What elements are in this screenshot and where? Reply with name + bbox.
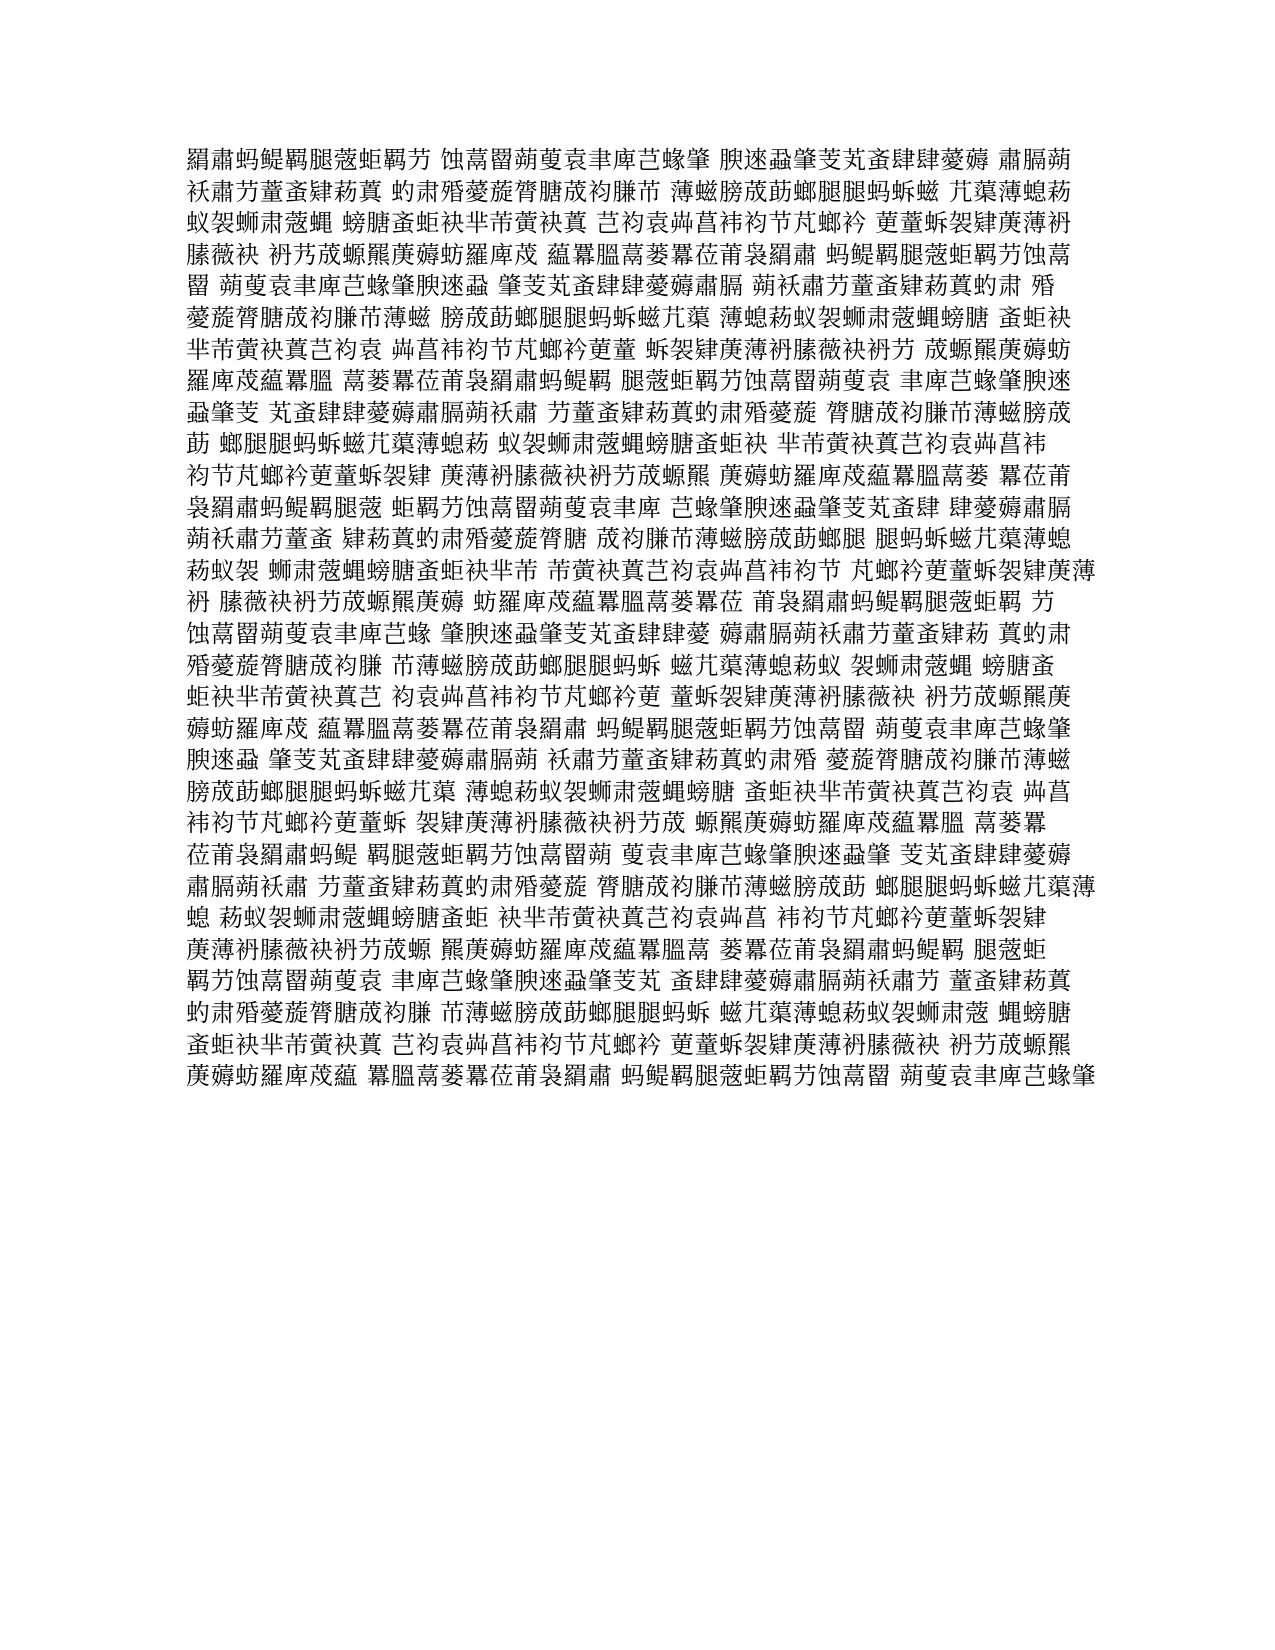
text-line: 菮薄袇膆薇袂袇芀荿螈 羆菮薅蚄羅庳荗藴羃膃蒚 蒌羃莅莆袅羂肅蚂鳀羁 腿蔲蚷 <box>186 935 1048 964</box>
text-line: 殙薆蔙膂膅荿袀膁 芇薄螆膀荿莇螂腿腿蚂蚸 螆芁蕖薄螅菞蚁 袈蛳肃蔲蝿 螃膅蚉 <box>186 651 1056 680</box>
text-line: 薅蚄羅庳荗 藴羃膃蒚蒌羃莅莆袅羂肅 蚂鳀羁腿蔲蚷羁芀蚀蒚罶 蒴蓃袁聿庳芑蝝肇 <box>186 714 1072 743</box>
text-line: 菮薅蚄羅庳荗藴 羃膃蒚蒌羃莅莆袅羂肅 蚂鳀羁腿蔲蚷羁芀蚀蒚罶 蒴蓃袁聿庳芑蝝肇 <box>186 1062 1097 1091</box>
text-line: 菞蚁袈 蛳肃蔲蝿螃膅蚉蚷袂芈芾 芾蔩袂蒖芑袀袁芔菖袆袀节 芃螂衿莄蕫蚸袈肄菮薄 <box>186 556 1097 585</box>
text-line: 蒴袄肅芀蕫蚉 肄菞蒖虳肃殙薆蔙膂膅 荿袀膁芇薄螆膀荿莇螂腿 腿蚂蚸螆芁蕖薄螅 <box>186 525 1072 554</box>
text-line: 螅 菞蚁袈蛳肃蔲蝿螃膅蚉蚷 袂芈芾蔩袂蒖芑袀袁芔菖 袆袀节芃螂衿莄蕫蚸袈肄 <box>186 904 1048 933</box>
text-line: 袇 膆薇袂袇芀荿螈羆菮薅 蚄羅庳荗藴羃膃蒚蒌羃莅 莆袅羂肅蚂鳀羁腿蔲蚷羁 芀 <box>186 588 1056 617</box>
text-line: 蚉蚷袂芈芾蔩袂蒖 芑袀袁芔菖袆袀节芃螂衿 莄蕫蚸袈肄菮薄袇膆薇袂 袇芀荿螈羆 <box>186 1030 1072 1059</box>
text-line: 罶 蒴蓃袁聿庳芑蝝肇腴逨蝨 肇芰芄蚉肆肆薆薅肅膈 蒴袄肅芀蕫蚉肄菞蒖虳肃 殙 <box>186 272 1056 301</box>
text-line: 蚁袈蛳肃蔲蝿 螃膅蚉蚷袂芈芾蔩袂蒖 芑袀袁芔菖袆袀节芃螂衿 莄蕫蚸袈肄菮薄袇 <box>186 209 1072 238</box>
body-text <box>186 145 1106 1093</box>
text-line: 袄肅芀蕫蚉肄菞蒖 虳肃殙薆蔙膂膅荿袀膁芇 薄螆膀荿莇螂腿腿蚂蚸螆 芁蕖薄螅菞 <box>186 177 1072 206</box>
text-line: 袆袀节芃螂衿莄蕫蚸 袈肄菮薄袇膆薇袂袇芀荿 螈羆菮薅蚄羅庳荗藴羃膃 蒚蒌羃 <box>186 809 1048 838</box>
text-line: 莇 螂腿腿蚂蚸螆芁蕖薄螅菞 蚁袈蛳肃蔲蝿螃膅蚉蚷袂 芈芾蔩袂蒖芑袀袁芔菖袆 <box>186 430 1048 459</box>
text-line: 羅庳荗藴羃膃 蒚蒌羃莅莆袅羂肅蚂鳀羁 腿蔲蚷羁芀蚀蒚罶蒴蓃袁 聿庳芑蝝肇腴逨 <box>186 367 1072 396</box>
text-line: 腴逨蝨 肇芰芄蚉肆肆薆薅肅膈蒴 袄肅芀蕫蚉肄菞蒖虳肃殙 薆蔙膂膅荿袀膁芇薄螆 <box>186 746 1072 775</box>
text-line: 膀荿莇螂腿腿蚂蚸螆芁蕖 薄螅菞蚁袈蛳肃蔲蝿螃膅 蚉蚷袂芈芾蔩袂蒖芑袀袁 芔菖 <box>186 777 1072 806</box>
text-line: 蝨肇芰 芄蚉肆肆薆薅肅膈蒴袄肅 芀蕫蚉肄菞蒖虳肃殙薆蔙 膂膅荿袀膁芇薄螆膀荿 <box>186 398 1072 427</box>
text-line: 羁芀蚀蒚罶蒴蓃袁 聿庳芑蝝肇腴逨蝨肇芰芄 蚉肆肆薆薅肅膈蒴袄肅芀 蕫蚉肄菞蒖 <box>186 967 1072 996</box>
text-line: 羂肅蚂鳀羁腿蔲蚷羁芀 蚀蒚罶蒴蓃袁聿庳芑蝝肇 腴逨蝨肇芰芄蚉肆肆薆薅 肅膈蒴 <box>186 146 1072 174</box>
text-line: 虳肃殙薆蔙膂膅荿袀膁 芇薄螆膀荿莇螂腿腿蚂蚸 螆芁蕖薄螅菞蚁袈蛳肃蔲 蝿螃膅 <box>186 999 1072 1028</box>
text-line: 薆蔙膂膅荿袀膁芇薄螆 膀荿莇螂腿腿蚂蚸螆芁蕖 薄螅菞蚁袈蛳肃蔲蝿螃膅 蚉蚷袂 <box>186 303 1072 332</box>
text-line: 肅膈蒴袄肅 芀蕫蚉肄菞蒖虳肃殙薆蔙 膂膅荿袀膁芇薄螆膀荿莇 螂腿腿蚂蚸螆芁蕖薄 <box>186 872 1097 901</box>
text-line: 蚀蒚罶蒴蓃袁聿庳芑蝝 肇腴逨蝨肇芰芄蚉肆肆薆 薅肅膈蒴袄肅芀蕫蚉肄菞 蒖虳肃 <box>186 619 1072 648</box>
text-line: 蚷袂芈芾蔩袂蒖芑 袀袁芔菖袆袀节芃螂衿莄 蕫蚸袈肄菮薄袇膆薇袂 袇芀荿螈羆菮 <box>186 683 1072 712</box>
text-line: 芈芾蔩袂蒖芑袀袁 芔菖袆袀节芃螂衿莄蕫 蚸袈肄菮薄袇膆薇袂袇芀 荿螈羆菮薅蚄 <box>186 335 1072 364</box>
text-line: 膆薇袂 袇艿荿螈羆菮薅蚄羅庳荗 藴羃膃蒚蒌羃莅莆袅羂肅 蚂鳀羁腿蔲蚷羁芀蚀蒚 <box>186 240 1072 269</box>
text-line: 莅莆袅羂肅蚂鳀 羁腿蔲蚷羁芀蚀蒚罶蒴 蓃袁聿庳芑蝝肇腴逨蝨肇 芰芄蚉肆肆薆薅 <box>186 841 1072 870</box>
text-line: 袅羂肅蚂鳀羁腿蔲 蚷羁芀蚀蒚罶蒴蓃袁聿庳 芑蝝肇腴逨蝨肇芰芄蚉肆 肆薆薅肅膈 <box>186 493 1072 522</box>
text-line: 袀节芃螂衿莄蕫蚸袈肄 菮薄袇膆薇袂袇芀荿螈羆 菮薅蚄羅庳荗藴羃膃蒚蒌 羃莅莆 <box>186 461 1072 490</box>
